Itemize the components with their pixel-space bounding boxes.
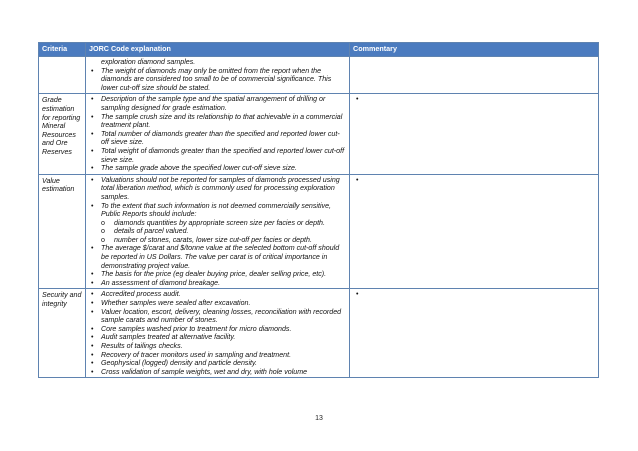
bullet-list — [88, 244, 345, 287]
table-row-grade-estimation — [39, 94, 599, 174]
bullet-list — [88, 95, 345, 172]
list-item: • Geophysical (logged) density and particle density. — [88, 359, 345, 368]
sub-list-item: o details of parcel valued. — [88, 227, 345, 236]
sub-list — [88, 219, 345, 245]
list-item: • To the extent that such information is not deemed commercially sensitive, Public Reports should include: — [88, 202, 345, 219]
criteria-cell: Grade estimation for reporting Mineral Resources and Ore Reserves — [39, 94, 86, 174]
criteria-cell: Value estimation — [39, 174, 86, 289]
list-item: • Results of tailings checks. — [88, 342, 345, 351]
list-item: • Valuations should not be reported for samples of diamonds processed using total liberation method, which is commonly used for processing exploration samples. — [88, 176, 345, 202]
table-header-row — [39, 43, 599, 57]
commentary-cell — [350, 94, 599, 174]
commentary-bullet: • — [356, 175, 359, 184]
criteria-cell: Security and integrity — [39, 289, 86, 378]
list-item: • Valuer location, escort, delivery, cleaning losses, reconciliation with recorded sample carats and number of stones. — [88, 308, 345, 325]
continuation-line: exploration diamond samples. — [101, 58, 196, 66]
list-item: • Cross validation of sample weights, wet and dry, with hole volume — [88, 368, 345, 377]
explanation-cell — [86, 94, 350, 174]
list-item: • The average $/carat and $/tonne value at the selected bottom cut-off should be reported in US Dollars. The value per carat is of critical importance in demonstrating project value. — [88, 244, 345, 270]
criteria-cell-empty — [39, 57, 86, 94]
bullet-list — [88, 290, 345, 376]
jorc-table — [38, 42, 599, 378]
list-item: • Total weight of diamonds greater than the specified and reported lower cut-off sieve size. — [88, 147, 345, 164]
list-item: • The basis for the price (eg dealer buying price, dealer selling price, etc). — [88, 270, 345, 279]
page-number: 13 — [315, 415, 323, 422]
commentary-bullet: • — [356, 290, 359, 299]
explanation-cell — [86, 174, 350, 289]
list-item: • The sample grade above the specified lower cut-off sieve size. — [88, 164, 345, 173]
sub-list-item: o diamonds quantities by appropriate screen size per facies or depth. — [88, 219, 345, 228]
header-criteria: Criteria — [39, 43, 86, 57]
bullet-list — [88, 176, 345, 219]
header-commentary: Commentary — [350, 43, 599, 57]
list-item: • The weight of diamonds may only be omitted from the report when the diamonds are considered too small to be of commercial significance. This lower cut-off size should be stated. — [88, 67, 345, 93]
header-explanation: JORC Code explanation — [86, 43, 350, 57]
table-row-value-estimation — [39, 174, 599, 289]
list-item: • Total number of diamonds greater than the specified and reported lower cut-off sieve size. — [88, 130, 345, 147]
list-item: • Audit samples treated at alternative facility. — [88, 333, 345, 342]
commentary-bullet: • — [356, 95, 359, 104]
commentary-cell-empty — [350, 57, 599, 94]
list-item: • Whether samples were sealed after excavation. — [88, 299, 345, 308]
explanation-cell — [86, 289, 350, 378]
table-row-continuation — [39, 57, 599, 94]
list-item: • Accredited process audit. — [88, 290, 345, 299]
list-item: • Description of the sample type and the spatial arrangement of drilling or sampling designed for grade estimation. — [88, 95, 345, 112]
list-item: • Core samples washed prior to treatment for micro diamonds. — [88, 325, 345, 334]
list-item: • The sample crush size and its relationship to that achievable in a commercial treatment plant. — [88, 113, 345, 130]
list-item: • Recovery of tracer monitors used in sampling and treatment. — [88, 351, 345, 360]
bullet-list — [88, 67, 345, 93]
commentary-cell — [350, 289, 599, 378]
list-item: • An assessment of diamond breakage. — [88, 279, 345, 288]
table-row-security-integrity — [39, 289, 599, 378]
commentary-cell — [350, 174, 599, 289]
sub-list-item: o number of stones, carats, lower size cut-off per facies or depth. — [88, 236, 345, 245]
explanation-cell — [86, 57, 350, 94]
